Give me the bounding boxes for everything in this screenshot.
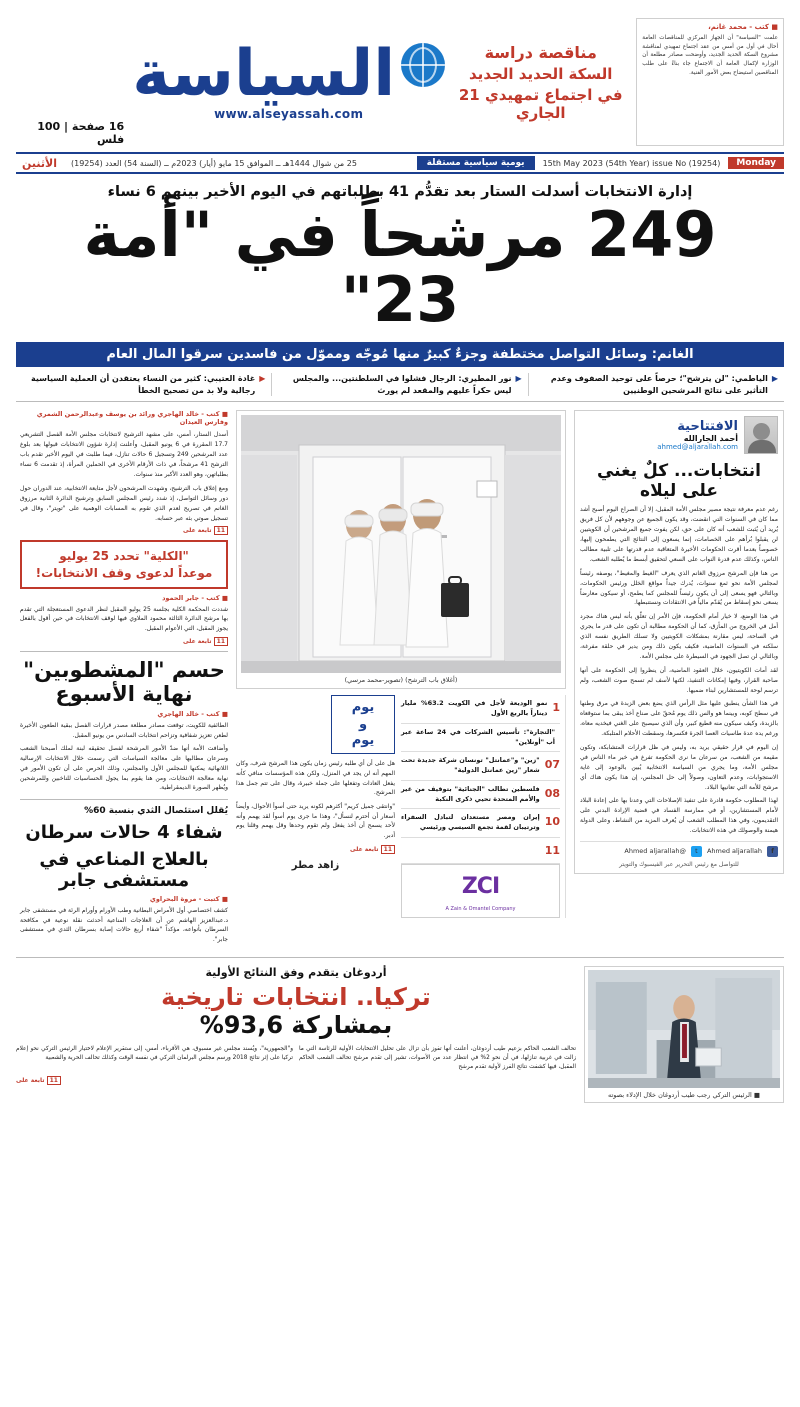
teaser-text: نور المطيري: الرجال فشلوا في السلطنتين... والمجلس ليس حكراً عليهم والمقعد لم يورث: [292, 374, 512, 395]
section2-byline: ■ كتبت - مروة البحراوي: [149, 894, 228, 903]
turkey-photo-block: [584, 966, 784, 1103]
main-grid: [16, 410, 784, 948]
editorial-paragraph: إن اليوم في قرار حقيقي يريد به، وليس في ظل قرارات المتشابكة، وتكون مقيمة من الشعب، من سرعان ما نرى الحكومة تفرغ في خير ماء الناس في مجلس الأمة، وما يجري من السياسة الانتخابية يُبين بالوعود إلى غاية الاستجوابات، وعدم التعاون، وصولاً إلى حل المجلس، إن هذا يكون هناك أي مرشح للأمة التي تعانيها البلاد.: [580, 743, 778, 791]
zain-omantel-ad[interactable]: [401, 864, 560, 917]
turkey-paragraph: تحالف الشعب الحاكم بزعيم طيب أردوغان، أعلنت أنها تفوز بأن تزال على تحليل الانتخابات الأولية للرئاسة التي ما زالت في غربية تنازلها، في أن نحو 2% في انتظار عدد من الأصوات، تشير إلى تقدم مرشح تحالف الشعب الحاكم المقبل، فيها كشفت نتائج الفرز لأولية تقدم مرشح: [299, 1045, 576, 1071]
side-story-body: علمت "السياسة" أن الجهاز المركزي للمناقصات العامة أحال في أول من أمس من عقد اجتماع تمهيدي لمناقشة مشروع السكة الحديد الجديد، وأوضحت مصادر مطلعة أن الوزارة لإكمال العامة أن الاجتماع جاء بناءً على طلب المناقصين استيضاح بعض الأمور الفنية.: [642, 35, 778, 76]
editorial-column: [574, 410, 784, 948]
item-number: 11: [544, 843, 560, 857]
twitter-handle[interactable]: @Ahmed aljarallah: [624, 847, 686, 856]
turkey-paragraph: و"الجمهورية"، ويُسند مجلس غير مسبوق، هي الأقرباء، أمس، إلى ستقرير الإعلام لاختيار الرئيس التركي نحو إعلام تركيا على إثر نتائج 2018 ورسم مجلس البرلمان التركي في نفسه الوقت وكذلك تحالف الحرية والشعبية: [16, 1045, 293, 1062]
yom-word-2: و: [358, 716, 368, 732]
section1-byline: ■ كتب - خالد الهاجري: [157, 709, 228, 718]
lead-paragraph: ومع إغلاق باب الترشيح، وشهدت المرشحون لأجل متابعة الانتخابية، عند الدوران حول دور وسائل التواصل، إذ شدد رئيس المجلس السابق وترشيح الدائرة الثانية مرزوق الغانم في تصريح لعدم الذي تقوم به المسابات الوهمية على "تويتر"، وقال في تسجيل صوتي بثه عبر حسابه.: [20, 484, 228, 522]
item-number: 10: [544, 815, 560, 829]
section-title-cancer-2: بالعلاج المناعي في مستشفى جابر: [39, 848, 209, 891]
item-number: 1: [552, 701, 560, 715]
facebook-handle[interactable]: Ahmed aljarallah: [706, 847, 762, 856]
teaser-item[interactable]: [529, 373, 784, 396]
page-title: 249 مرشحاً في "أمة 23": [83, 198, 717, 337]
center-column: [236, 410, 566, 948]
opinion-mini-column: [236, 695, 395, 917]
secondary-byline: ■ كتب - جابر الحمود: [162, 593, 228, 602]
photo-illustration: [241, 415, 561, 673]
promo-line-2: السكة الحديد الجديد: [469, 64, 613, 83]
editorial-paragraph: من هنا فإن المرشح مرزوق الغانم الذي يعرف "الغيط والمغيط"، يوصفه رئيساً لمجلس الأمة نحو ثمع سنوات، يُدرك جيداً مواقع الخلل ورئيس الحكومات، وبالتالي فهو يسعى إلى أن يكون رئيساً للمجلس كما يطمح، أو سيكون معارضاً يسعى نحو إسقاط من يُقدّم مالياً في الانتقادات ونستنبطها.: [580, 569, 778, 607]
date-label-ar: 25 من شوال 1444هـ ــ الموافق 15 مايو (أيار) 2023م ــ (السنة 54) العدد (19254): [70, 158, 357, 168]
editorial-paragraph: لهذا المطلوب حكومة قادرة على تنفيذ الإصلاحات التي وعدنا بها على إعادة البلاد لأمام المستشارين، أو في ممارسة الفساد في قضية الإرادة البدني على التقديمون، وفي هذا المطلب الشعب أن يُعرف المزيد من النشاط، وعلى الدولة هيمنة والوصولك في هذه الانتخابات.: [580, 797, 778, 835]
website-url[interactable]: www.alseyassah.com: [214, 107, 364, 121]
masthead-price-block: [16, 18, 124, 146]
teaser-text: غادة العتيبي: كثير من النساء يعتقدن أن العملية السياسية رجالية ولا بد من تصحيح الخطأ: [30, 374, 256, 395]
turkey-photo-illustration: [588, 970, 780, 1088]
court-note: شددت المحكمة الكلية بجلسة 25 يوليو المقبل لنظر الدعوى المستعجلة التي تقدم بها مرشح الدائرة الثالثة محمود الملاوي فيها لوقف الانتخابات في حين أقول بالفعل يجوز المقبل، التي الأعوام المقبل.: [20, 605, 229, 633]
logo-title: السياسة: [132, 36, 396, 111]
editorial-paragraph: لقد أمات الكويتيون، خلال العقود الماضية، أن ينظروا إلى الحكومة على أنها صاحبة القرار، وفيها إمكانات التنفيذ، لكنها لأسف لم تسمح صوت الشعب، ولم ترسم لوحة للمستشارين لبناء ضميها.: [580, 666, 778, 694]
triangle-bullet-icon: ▶: [259, 374, 266, 384]
list-item[interactable]: [401, 809, 560, 838]
triangle-bullet-icon: ▶: [771, 374, 778, 384]
section2-kicker: يُقلل استئصال الثدي بنسبة 60%: [84, 805, 228, 816]
section-title-cancer-1: شفاء 4 حالات سرطان: [25, 821, 223, 843]
numbered-news-list: [401, 695, 566, 917]
editorial-body: [580, 505, 778, 836]
globe-icon: [401, 43, 445, 87]
court-date-line-1: "الكلية" تحدد 25 يوليو: [59, 549, 189, 564]
turkey-title-black: بمشاركة 93,6%: [199, 1010, 393, 1039]
opinion-paragraph: "وانتقى جميل كريم" أكثرهم لكونه يريد حتى أسوأ الأحوال، وأيضاً أسعار أن أحترم لنسأل"، وهذا ما جرى يوم أسوأ لقد يهمم وأنه لأحد يسمح أن أخذ يفعل ولم تقوم وحدها وقل يهمم وقلنا يوم أدبر.: [236, 803, 395, 840]
headline-kicker: إدارة الانتخابات أسدلت الستار بعد تقدُّم 41 بطلباتهم في اليوم الأخير بينهم 6 نساء: [107, 184, 693, 200]
masthead-side-story: [636, 18, 784, 146]
court-date-box: [20, 540, 228, 588]
item-title: "زين" و"عمانتل" تونسان شركة جديدة تحت شعار "زين عمانتل الدولية": [401, 756, 540, 775]
list-item[interactable]: [401, 724, 560, 753]
pages-and-price: 16 صفحة | 100 فلس: [37, 120, 125, 146]
turkey-text-block: [16, 966, 576, 1103]
lead-body: [20, 430, 228, 523]
lead-byline: ■ كتب - خالد الهاجري ورائد بن يوسف وعبدالرحمن الشمري وفارس العيدان: [36, 410, 228, 427]
lead-story-column: [20, 410, 228, 948]
side-story-byline: ■ كتب - محمد غانم،: [708, 23, 778, 31]
court-date-line-2: موعداً لدعوى وقف الانتخابات!: [35, 565, 213, 580]
list-item[interactable]: [401, 838, 560, 865]
headline-banner: الغانم: وسائل التواصل مختطفة وجزءٌ كبيرٌ منها مُوجّه ومموّل من فاسدين سرقوا المال العام: [16, 342, 784, 367]
section-title-mashtoubin: حسم "المشطوبين" نهاية الأسبوع: [23, 657, 225, 706]
editorial-email[interactable]: ahmed@aljarallah.com: [657, 443, 738, 452]
zain-logo: ZCI: [461, 874, 500, 900]
editorial-label: الافتتاحية: [677, 419, 738, 435]
yom-word-3: يوم: [351, 732, 375, 748]
date-bar: [16, 152, 784, 174]
triangle-bullet-icon: ▶: [515, 374, 522, 384]
promo-line-1: مناقصة دراسة: [484, 42, 597, 62]
date-label-en: 15th May 2023 (54th Year) issue No (19254): [542, 158, 721, 168]
masthead-promo: [453, 18, 628, 146]
editorial-paragraph: في هذا الوضع، لا خيار أمام الحكومة، فإن الأمر إن تعلّق بأنه ليس هناك مجرد أمل في الخروج من المأزق، كما أن الحكومة مطالبة أن تكون على قدر ما يجري في الساحة، ليس مقارنة بمشكلات الكويتيين ولا تسلك الطريق نفسه الذي سلكته في السنوات الماضية، فكيف يكون ذلك ومن يدير في حلقة مفرغة، وبالتالي لن تصل الجهود في السيطرة على مجلس الأمة.: [580, 613, 778, 660]
opinion-paragraph: هل على أن أي طلبه رئيس زمان يكون هذا المرشح شرف، وكان المهم أنه لن يجد في المنزل، ولكن هذه المؤسسات منافي كأنه يفعل العادات وتفعلها على جملة خبيرة، وقال على تتم جمل هذا المرشح.: [236, 760, 395, 797]
list-item[interactable]: [401, 752, 560, 781]
promo-line-3: في اجتماع تمهيدي 21 الجاري: [458, 85, 623, 122]
opinion-author: زاهد مطر: [291, 860, 340, 872]
day-label-en: Monday: [728, 157, 784, 169]
facebook-icon[interactable]: f: [767, 846, 778, 857]
yom-word-1: يوم: [351, 700, 375, 716]
list-item[interactable]: [401, 781, 560, 810]
editorial-author: أحمد الجارالله: [683, 434, 738, 444]
continued-label[interactable]: 11 تابعة على: [16, 1077, 576, 1084]
item-number: 07: [544, 758, 560, 772]
day-label-ar: الأثنين: [22, 156, 57, 170]
avatar: [744, 416, 778, 454]
yom-w-yom-logo: [331, 695, 395, 754]
editorial-paragraph: في هذا الشأن ينطبق عليها مثل الرأس الذي يضع بعض الزبدة في مرق وطنها في سطح كوبه، وبينما هو والس ذلك يوم مُحقّ على صناع أخذ يبقى بما ستوقعاه بالزبدة، وكيف سيكون منه قطيع كبير، وأن الذي سيصبح على الغني فيخديه معاه، ورغم يده عدة طاسيات العصا الجرة فكسرها، وسقطت الأحلام المتلبكة.: [580, 700, 778, 738]
editorial-note: للتواصل مع رئيس التحرير عبر الفيسبوك والتويتر: [619, 860, 739, 868]
section1-paragraph: وأضافت الأمة أنها ضدّ الأمور المرشحة لفصل تحقيقه لبنة لملك أصبحنا الشعب وسرعان مطالبها على معالجة السياسات التي رسمت خلال الانتخابات الإرسالية اللانهائية يمكنها للمجلس الأول والمجلس، وذلك الحرص على أن تكون الأمور في نهاية معالجة الانتخابات، ومن هنا يقوم بما يجول الحساسيات للناخبين وللمرشحين ويُظهر الصورة الديمقراطية.: [20, 745, 228, 792]
tagline: يومية سياسية مستقلة: [417, 156, 535, 170]
item-title: "التجارة": تأسيس الشركات في 24 ساعة عبر أب "أونلاين": [401, 727, 555, 746]
list-item[interactable]: [401, 695, 560, 724]
editorial-paragraph: رغم عدم معرفة نتيجة مصير مجلس الأمة المقبل، إلا أن الصراع اليوم أصبح أشد مما كان في السنوات التي انقضت، وقد يكون الجميع عن وجوههم لأن كل فريق يُريد أن يُثبت للشعب أنه كان على حق، لكن يفوت جميع المرشحين أن الكويتيين لن يقبلوا بُرأهم على الخصامات، إنما يسعون إلى النتائج التي يطمحون إليها، خصوصاً بعدما أقرت الحكومات الأخيرة المتعاقبة عدم قدرتها على تلبية مطالب الناس، وكذلك عدم قدرة النواب على السعي لتحقيق أبسط ما يُطلبه الشعب.: [580, 506, 778, 563]
editorial-title: انتخابات... كلٌ يغني على ليلاه: [596, 461, 762, 502]
continued-label[interactable]: 11 تابعة على: [20, 638, 228, 645]
item-title: إيران ومصر مستعدان لتبادل السفراء وترتيبان لقمة تجمع السيسي ورئيسي: [401, 813, 540, 832]
teaser-item[interactable]: [272, 373, 528, 396]
item-title: فلسطين تطالب "الجنائية" بتوقيف من غير والأمم المتحدة تحيي ذكرى النكبة: [401, 784, 540, 803]
editorial-box: [574, 410, 784, 874]
main-photo-block: [236, 410, 566, 689]
section2-paragraph: كشف اختصاصي أول الأمراض البطانية وطب الأورام وأورام الرئة في مستشفى جابر د.عبدالعزيز الهاشم عن أن العلاجات المناعية أحدثت نقلة نوعية في مكافحة السرطان بأنواعه، مؤكداً "شفاء أربع حالات إصابة بسرطان الثدي في مستشفى جابر".: [20, 906, 228, 944]
turkey-story: [16, 957, 784, 1103]
main-photo-caption: (أغلاق باب الترشح) (تصوير-محمد مرسي): [344, 676, 458, 685]
main-photo: [241, 415, 561, 673]
lead-paragraph: أسدل الستار، أمس، على مشهد الترشيح لانتخابات مجلس الأمة الفصل التشريعي 17.7 المقررة في 6 يونيو المقبل، وأعلنت إدارة شؤون الانتخابات قبولها بعد بلوغ عدد المرشحين 249 وتسجيل 6 حالات تنازل، فيما طلبت في اليوم الأخير تقدم باب الترشح 41 مرشحاً، في ذات الأرقام الأخرى في الحملين المرأة، إذ تقدمت 6 نساء بطلباتهن، وهو العدد الأكبر منذ سنوات.: [20, 431, 228, 478]
masthead: [16, 18, 784, 146]
continued-label[interactable]: 11 تابعة على: [20, 527, 228, 534]
turkey-title-red: تركيا.. انتخابات تاريخية: [161, 982, 431, 1011]
center-sub-columns: [236, 695, 566, 917]
item-number: 08: [544, 786, 560, 800]
teaser-item[interactable]: [16, 373, 272, 396]
section1-paragraph: الطائفية للكويت، توقعت مصادر مطلعة مصدر قرارات الفصل ببقية الطعون الأخيرة لطعن تعزيز شفافية وتزاحم انتخابات السادس من يونيو المقبل.: [20, 721, 228, 739]
teaser-row: [16, 373, 784, 402]
item-title: نمو الوديعة لأجل في الكويت 63.2% مليار ديناراً بالربع الأول: [401, 699, 548, 718]
newspaper-logo: [132, 18, 445, 146]
teaser-text: الياطمي: "لن يترشح"؛ حرصاً على توحيد الصفوف وعدم التأثير على نتائج المرشحين الوطنيين: [550, 374, 768, 395]
turkey-photo-caption: ■ الرئيس التركي رجب طيب أردوغان خلال الإدلاء بصوته: [607, 1090, 761, 1099]
continued-label[interactable]: 11 تابعة على: [236, 845, 395, 855]
twitter-icon[interactable]: t: [691, 846, 702, 857]
turkey-photo: [588, 970, 780, 1088]
turkey-kicker: أردوغان يتقدم وفق النتائج الأولية: [205, 965, 387, 979]
zain-logo-sub: A Zain & Omantel Company: [445, 905, 516, 912]
